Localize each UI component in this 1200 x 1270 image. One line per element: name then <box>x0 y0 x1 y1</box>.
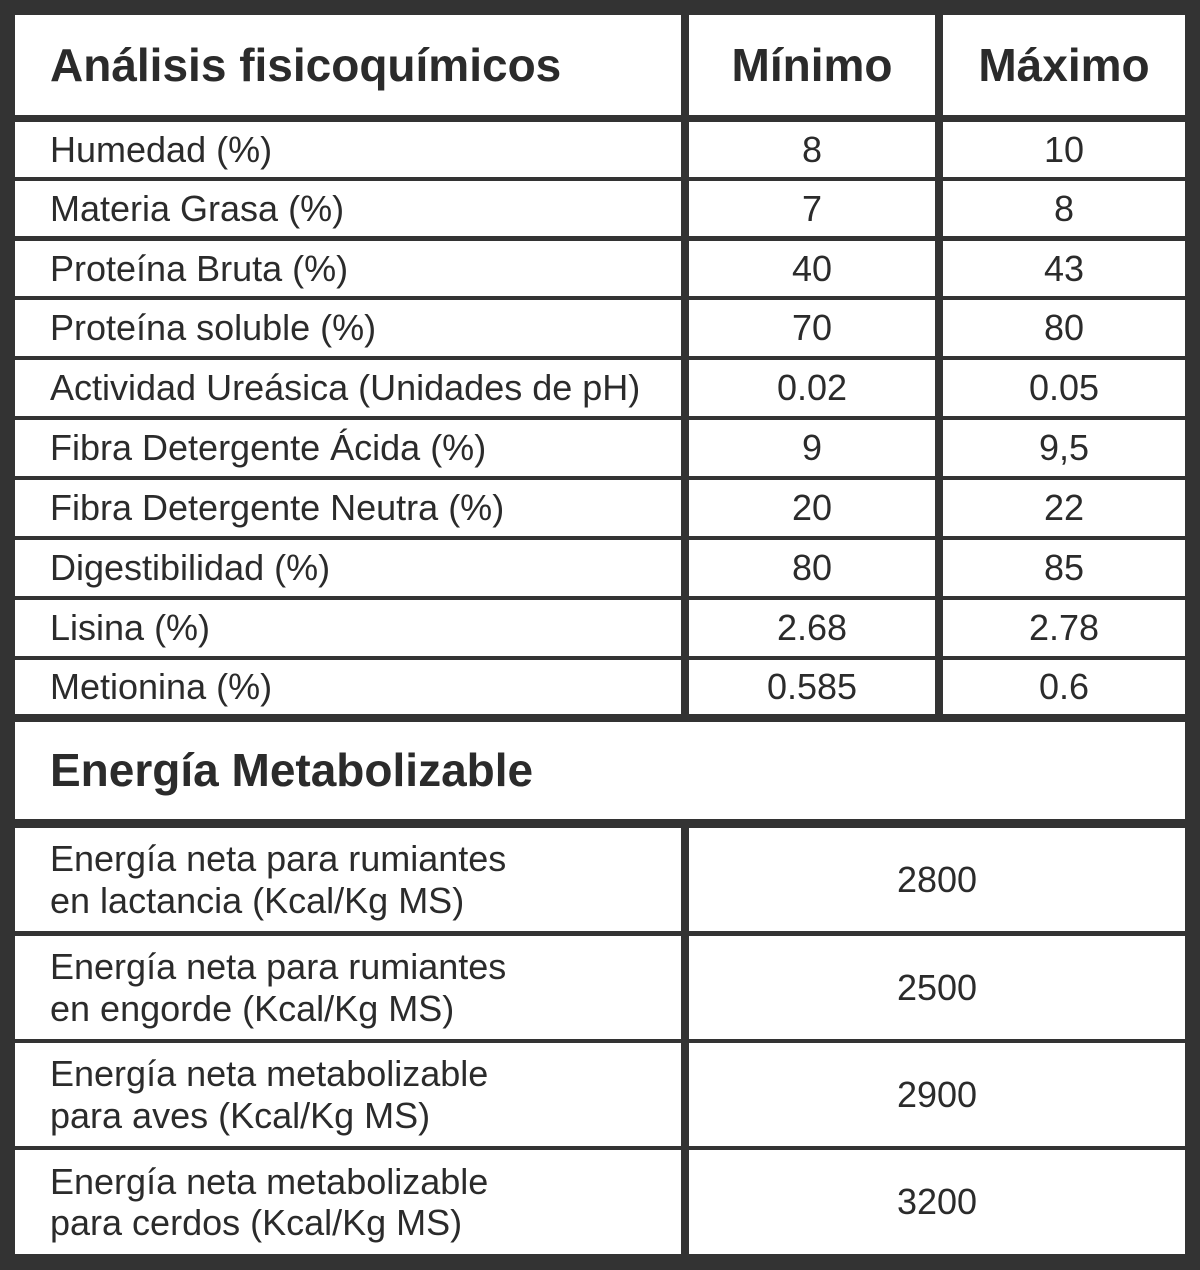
row-min-lisina: 2.68 <box>689 600 935 656</box>
row-min-fibra-neutra: 20 <box>689 480 935 536</box>
row-min-actividad-ureasica: 0.02 <box>689 360 935 416</box>
energy-label-line2: en lactancia (Kcal/Kg MS) <box>50 879 465 921</box>
energy-row-value: 3200 <box>689 1150 1185 1254</box>
row-max-metionina: 0.6 <box>943 660 1185 714</box>
row-label-lisina: Lisina (%) <box>15 600 681 656</box>
row-label-proteina-bruta: Proteína Bruta (%) <box>15 241 681 296</box>
energy-label-line1: Energía neta metabolizable <box>50 1053 489 1095</box>
energy-label-line1: Energía neta metabolizable <box>50 1160 489 1202</box>
energy-label-line2: para aves (Kcal/Kg MS) <box>50 1094 431 1136</box>
energy-row-label <box>15 1043 681 1146</box>
energy-row-label <box>15 936 681 1039</box>
column-header-max: Máximo <box>943 15 1185 115</box>
energy-row-value: 2800 <box>689 828 1185 931</box>
column-header-min: Mínimo <box>689 15 935 115</box>
energy-label-line2: para cerdos (Kcal/Kg MS) <box>50 1202 463 1243</box>
row-min-proteina-bruta: 40 <box>689 241 935 296</box>
row-label-digestibilidad: Digestibilidad (%) <box>15 540 681 596</box>
row-max-materia-grasa: 8 <box>943 181 1185 236</box>
row-max-fibra-acida: 9,5 <box>943 420 1185 476</box>
row-max-lisina: 2.78 <box>943 600 1185 656</box>
row-min-metionina: 0.585 <box>689 660 935 714</box>
row-min-fibra-acida: 9 <box>689 420 935 476</box>
row-max-proteina-soluble: 80 <box>943 300 1185 356</box>
energy-label-line1: Energía neta para rumiantes <box>50 946 507 988</box>
row-max-humedad: 10 <box>943 122 1185 177</box>
energy-label-line2: en engorde (Kcal/Kg MS) <box>50 987 455 1029</box>
energy-row-label <box>15 1150 681 1254</box>
analysis-title: Análisis fisicoquímicos <box>15 15 681 115</box>
energy-title: Energía Metabolizable <box>15 722 1185 819</box>
energy-label-line1: Energía neta para rumiantes <box>50 838 507 880</box>
row-min-materia-grasa: 7 <box>689 181 935 236</box>
energy-row-value: 2900 <box>689 1043 1185 1146</box>
row-min-proteina-soluble: 70 <box>689 300 935 356</box>
row-label-humedad: Humedad (%) <box>15 122 681 177</box>
row-label-materia-grasa: Materia Grasa (%) <box>15 181 681 236</box>
row-label-fibra-acida: Fibra Detergente Ácida (%) <box>15 420 681 476</box>
energy-row-label <box>15 828 681 931</box>
row-max-proteina-bruta: 43 <box>943 241 1185 296</box>
row-min-humedad: 8 <box>689 122 935 177</box>
row-label-metionina: Metionina (%) <box>15 660 681 714</box>
energy-row-value: 2500 <box>689 936 1185 1039</box>
row-max-actividad-ureasica: 0.05 <box>943 360 1185 416</box>
row-label-proteina-soluble: Proteína soluble (%) <box>15 300 681 356</box>
row-min-digestibilidad: 80 <box>689 540 935 596</box>
row-max-digestibilidad: 85 <box>943 540 1185 596</box>
row-max-fibra-neutra: 22 <box>943 480 1185 536</box>
row-label-fibra-neutra: Fibra Detergente Neutra (%) <box>15 480 681 536</box>
row-label-actividad-ureasica: Actividad Ureásica (Unidades de pH) <box>15 360 681 416</box>
